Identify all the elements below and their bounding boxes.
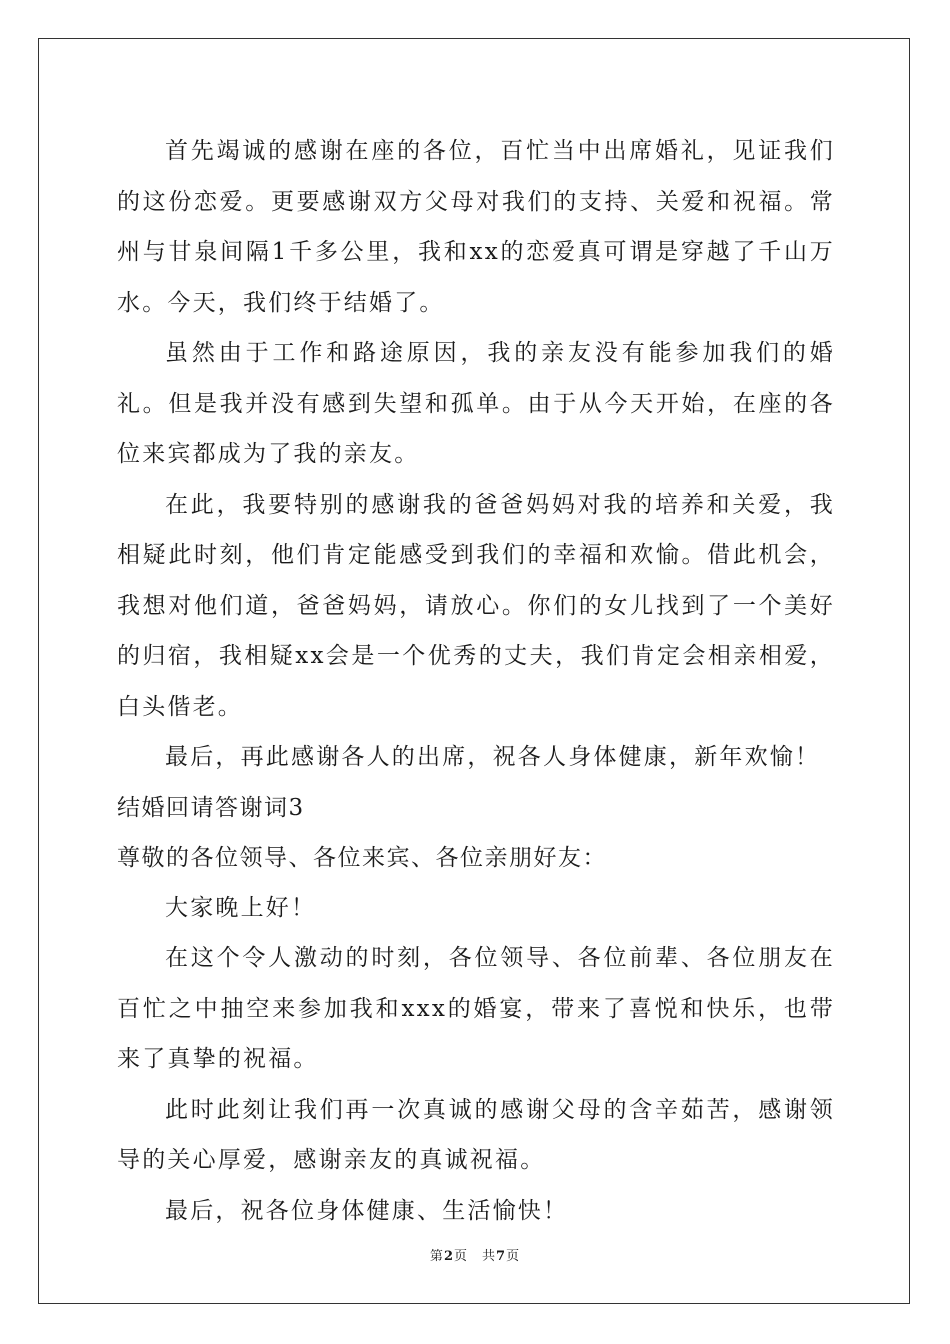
total-prefix: 共 — [482, 1249, 497, 1264]
paragraph-thanks-guests: 首先竭诚的感谢在座的各位，百忙当中出席婚礼，见证我们的这份恋爱。更要感谢双方父母对我们的支持、关爱和祝福。常州与甘泉间隔1千多公里，我和xx的恋爱真可谓是穿越了千山万水。今天，我们终于结婚了。 — [117, 138, 835, 316]
page-number: 2 — [443, 1249, 454, 1264]
page-footer — [0, 1245, 950, 1264]
paragraph-relatives-absent: 虽然由于工作和路途原因，我的亲友没有能参加我们的婚礼。但是我并没有感到失望和孤单。由于从今天开始，在座的各位来宾都成为了我的亲友。 — [117, 340, 835, 467]
paragraph-exciting-moment: 在这个令人激动的时刻，各位领导、各位前辈、各位朋友在百忙之中抽空来参加我和xxx的婚宴，带来了喜悦和快乐，也带来了真挚的祝福。 — [117, 945, 835, 1072]
salutation: 尊敬的各位领导、各位来宾、各位亲朋好友： — [117, 844, 607, 871]
paragraph-final-wishes: 最后，祝各位身体健康、生活愉快！ — [165, 1197, 569, 1224]
page-suffix: 页 — [453, 1249, 468, 1264]
page-prefix: 第 — [429, 1249, 444, 1264]
section-title: 结婚回请答谢词3 — [117, 794, 305, 821]
document-body — [117, 126, 835, 1236]
paragraph-thanks-parents-leaders: 此时此刻让我们再一次真诚的感谢父母的含辛茹苦，感谢领导的关心厚爱，感谢亲友的真诚祝福。 — [117, 1096, 835, 1173]
total-pages: 7 — [496, 1249, 507, 1264]
total-suffix: 页 — [506, 1249, 521, 1264]
paragraph-closing-wishes: 最后，再此感谢各人的出席，祝各人身体健康，新年欢愉！ — [165, 744, 821, 770]
paragraph-thanks-parents: 在此，我要特别的感谢我的爸爸妈妈对我的培养和关爱，我相疑此时刻，他们肯定能感受到我们的幸福和欢愉。借此机会，我想对他们道，爸爸妈妈，请放心。你们的女儿找到了一个美好的归宿，我相疑xx会是一个优秀的丈夫，我们肯定会相亲相爱，白头偕老。 — [117, 491, 835, 720]
greeting: 大家晚上好！ — [165, 894, 317, 921]
